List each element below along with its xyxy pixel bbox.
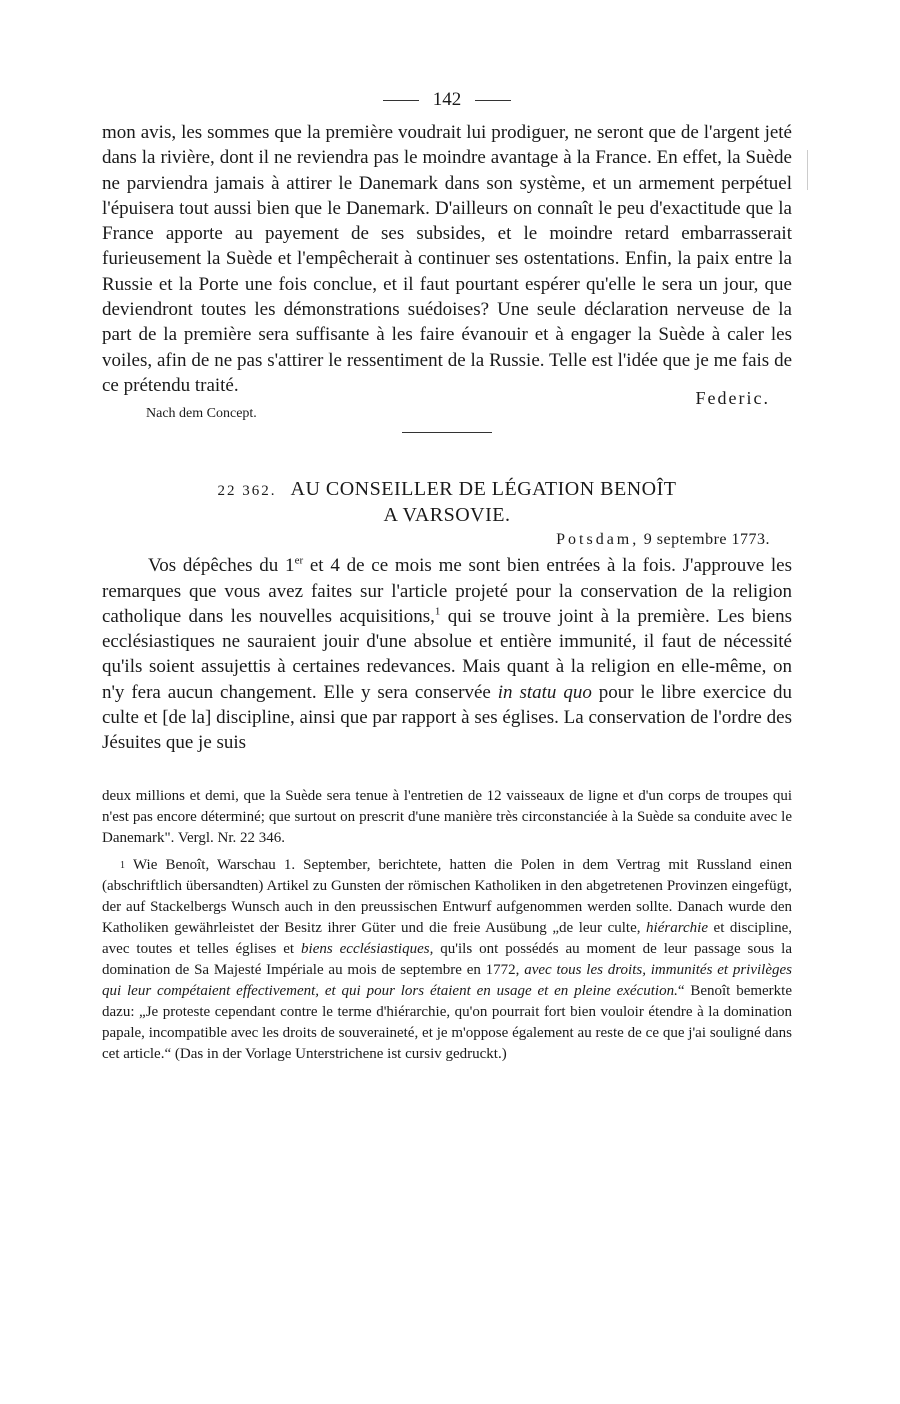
- continuation-paragraph: mon avis, les sommes que la première voudrait lui prodiguer, ne seront que de l'argent jeté dans la rivière, dont il ne reviendra pas le moindre avantage à la France. En effet, la Suède ne parviendra jamais à attirer le Danemark dans son système, et un armement perpétuel l'épuisera tout aussi bien que le Danemark. D'ailleurs on connaît le peu d'exactitude que la France apporte au payement de ses subsides, et le moindre retard embarrasserait furieusement la Suède et l'empêcherait à continuer ses ostentations. Enfin, la paix entre la Russie et la Porte une fois conclue, et il faut pourtant espérer qu'elle le sera un jour, que deviendront toutes les démonstrations suédoises? Une seule déclaration nerveuse de la part de la première sera suffisante à les faire évanouir et à engager la Suède à caler les voiles, afin de ne pas s'attirer le ressentiment de la Russie. Telle est l'idée que je me fais de ce prétendu traité.: [102, 122, 792, 396]
- letter-body-part2: et 4 de ce mois me sont bien entrées à la fois. J'approuve les remarques que vous avez faites sur l'article projeté pour la conservation de la religion catholique dans les nouvelles acquisitions,: [102, 555, 793, 627]
- heading-line-1: [102, 477, 792, 503]
- dateline-place: Potsdam,: [556, 531, 640, 549]
- source-note: Nach dem Concept.: [146, 406, 257, 422]
- footnote-1-text-a: Wie Benoît, Warschau 1. September, berichtete, hatten die Polen in dem Vertrag mit Russland einen (abschriftlich übersandten) Artikel zu Gunsten der römischen Katholiken in den abgetretenen Provinzen eingefügt, der auf Stackelbergs Wunsch auch in den preussischen Entwurf aufgenommen werden sollte. Danach wurde den Katholiken gewährleistet der Besitz ihrer Güter und die freie Ausübung „de leur culte,: [102, 856, 792, 936]
- page-number: 142: [432, 89, 462, 110]
- letter-body-part3: qui se trouve joint à la première. Les biens ecclésiastiques ne sauraient jouir d'une absolue et entière immunité, il faut de nécessité qu'ils soient assujettis à certaines redevances. Mais quant à la religion en elle-même, on n'y fera aucun changement. Elle y sera conservée: [102, 605, 792, 703]
- dateline: [102, 531, 770, 549]
- letter-title-line1: AU CONSEILLER DE LÉGATION BENOÎT: [290, 478, 677, 501]
- letter-body: [102, 553, 792, 755]
- letter-body-part1: Vos dépêches du 1: [148, 555, 295, 577]
- footnotes-section: [102, 786, 792, 1065]
- footnote-1: [102, 855, 792, 1065]
- dateline-date: 9 septembre 1773.: [643, 531, 770, 549]
- page-number-header: [102, 88, 792, 112]
- letter-closing: [102, 388, 792, 432]
- footnote-reference: 1: [434, 605, 441, 618]
- footnote-1-italic-3: avec tous les droits, immunités et privilèges qui leur compétaient effectivement, et qui pour lors étaient en usage et en pleine exécution.: [102, 961, 792, 999]
- section-separator: [402, 432, 492, 433]
- footnote-1-text-d: “ Benoît bemerkte dazu: „Je proteste cependant contre le terme d'hiérarchie, qu'on pourrait fort bien vouloir étendre à la domination papale, incompatible avec les droits de souveraineté, et je m'oppose également au reste de ce que j'ai souligné dans cet article.“ (Das in der Vorlage Unterstrichene ist cursiv gedruckt.): [102, 982, 792, 1062]
- letter-number: 22 362.: [217, 483, 277, 500]
- book-page: [102, 88, 792, 1071]
- footnote-continued: deux millions et demi, que la Suède sera tenue à l'entretien de 12 vaisseaux de ligne et d'un corps de troupes qui n'est pas encore déterminé; que surtout on prescrit d'une manière très circonstanciée à la Suède sa conduite avec le Danemark". Vergl. Nr. 22 346.: [102, 787, 792, 846]
- letter-title-line2: A VARSOVIE.: [383, 504, 511, 527]
- signature: Federic.: [695, 388, 770, 409]
- footnote-1-italic-1: hiérarchie: [646, 919, 708, 936]
- letter-body-part4: pour le libre exercice du culte et [de la] discipline, ainsi que par rapport à ses églises. La conservation de l'ordre des Jésuites que je suis: [102, 681, 792, 754]
- footnote-1-italic-2: biens ecclésiastiques,: [301, 940, 434, 957]
- letter-heading: [102, 477, 792, 527]
- header-dash-left: [383, 100, 419, 101]
- footnote-1-text-c: qu'ils ont possédés au moment de leur passage sous la domination de Sa Majesté Impériale au mois de septembre en 1772,: [102, 940, 792, 978]
- header-dash-right: [475, 100, 511, 101]
- scan-artifact-line: [807, 150, 808, 190]
- ordinal-superscript: er: [294, 554, 304, 567]
- footnote-1-text-b: et discipline, avec toutes et telles églises et: [102, 919, 792, 957]
- footnote-1-marker: 1: [120, 859, 125, 871]
- latin-phrase: in statu quo: [497, 681, 592, 703]
